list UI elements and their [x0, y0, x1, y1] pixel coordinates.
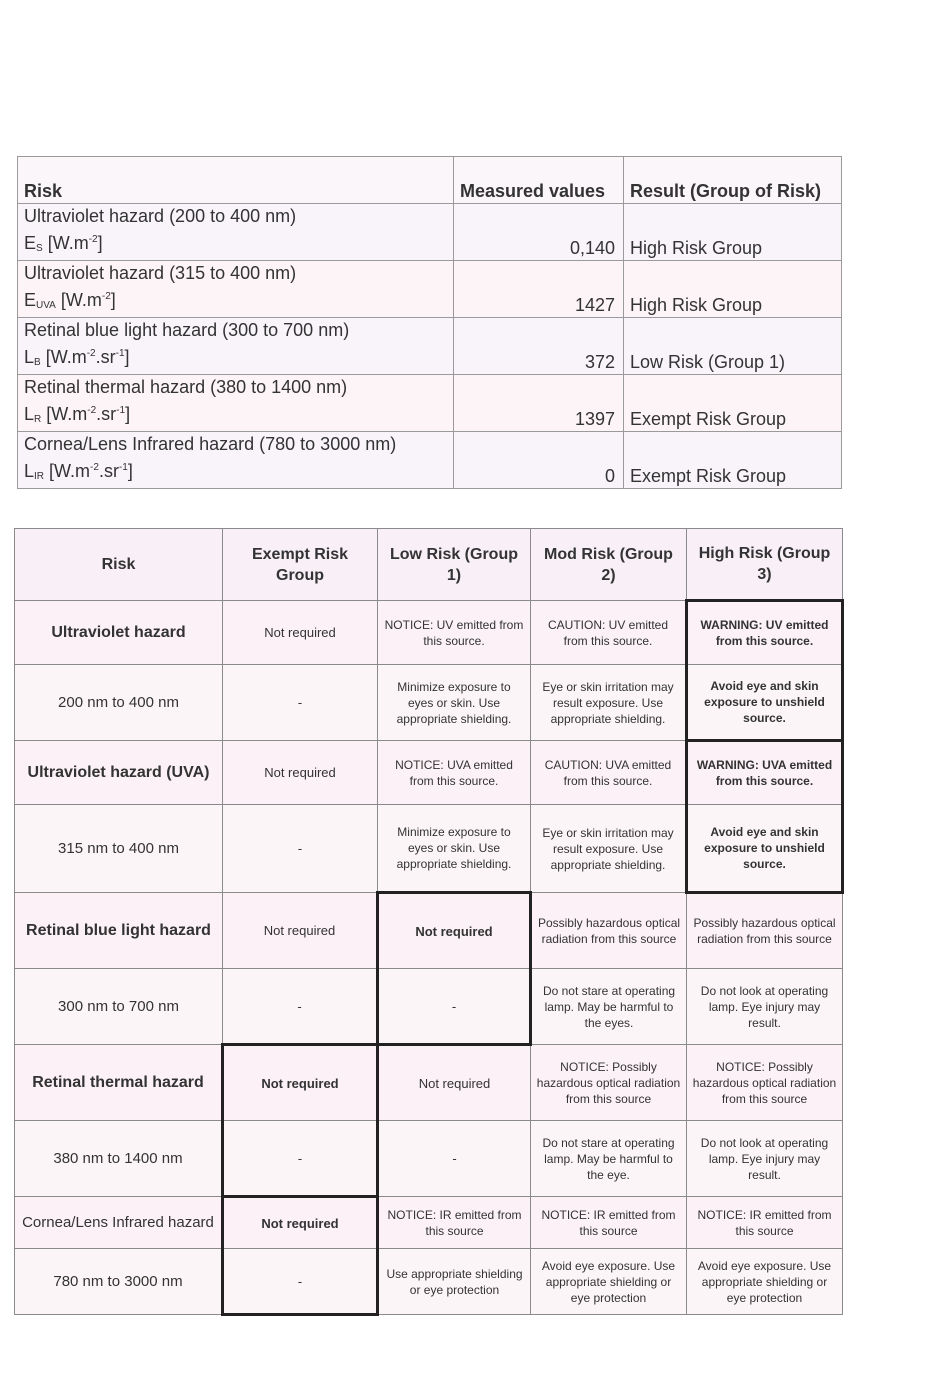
risk-cell	[18, 375, 454, 432]
table1-header-row	[18, 157, 842, 204]
table-row	[18, 318, 842, 375]
risk-cell	[18, 432, 454, 489]
header-low-risk: Low Risk (Group 1)	[378, 529, 531, 601]
risk-name: Retinal thermal hazard (380 to 1400 nm)	[24, 377, 348, 397]
table-row	[15, 741, 843, 805]
mod-risk-cell: Avoid eye exposure. Use appropriate shielding or eye protection	[531, 1249, 687, 1315]
risk-group-labeling-table	[14, 528, 844, 1316]
low-risk-cell: Minimize exposure to eyes or skin. Use appropriate shielding.	[378, 665, 531, 741]
low-risk-cell: -	[378, 1121, 531, 1197]
header-risk: Risk	[18, 157, 454, 204]
low-risk-cell: Use appropriate shielding or eye protection	[378, 1249, 531, 1315]
high-risk-cell: Do not look at operating lamp. Eye injury may result.	[687, 969, 843, 1045]
table-row	[15, 601, 843, 665]
mod-risk-cell: CAUTION: UV emitted from this source.	[531, 601, 687, 665]
measured-value: 372	[454, 318, 624, 375]
table-row	[15, 1197, 843, 1249]
exempt-cell: Not required	[223, 1197, 378, 1249]
high-risk-cell: Do not look at operating lamp. Eye injury may result.	[687, 1121, 843, 1197]
risk-name: Cornea/Lens Infrared hazard (780 to 3000 nm)	[24, 434, 397, 454]
mod-risk-cell: NOTICE: IR emitted from this source	[531, 1197, 687, 1249]
exempt-cell: -	[223, 665, 378, 741]
mod-risk-cell: CAUTION: UVA emitted from this source.	[531, 741, 687, 805]
mod-risk-cell: Eye or skin irritation may result exposure. Use appropriate shielding.	[531, 665, 687, 741]
header-risk: Risk	[15, 529, 223, 601]
measured-value: 1427	[454, 261, 624, 318]
measurement-results-table	[17, 156, 842, 489]
exempt-cell: -	[223, 969, 378, 1045]
exempt-cell: -	[223, 1249, 378, 1315]
low-risk-cell: NOTICE: UV emitted from this source.	[378, 601, 531, 665]
mod-risk-cell: Do not stare at operating lamp. May be harmful to the eye.	[531, 1121, 687, 1197]
header-high-risk: High Risk (Group 3)	[687, 529, 843, 601]
risk-name: Retinal blue light hazard	[15, 893, 223, 969]
table2-header-row	[15, 529, 843, 601]
measured-value: 0	[454, 432, 624, 489]
header-measured-values: Measured values	[454, 157, 624, 204]
table-row	[18, 375, 842, 432]
high-risk-cell: Avoid eye exposure. Use appropriate shielding or eye protection	[687, 1249, 843, 1315]
result-group: High Risk Group	[624, 204, 842, 261]
risk-name: Ultraviolet hazard (315 to 400 nm)	[24, 263, 297, 283]
result-group: Low Risk (Group 1)	[624, 318, 842, 375]
high-risk-cell: Avoid eye and skin exposure to unshield source.	[687, 805, 843, 893]
table-row	[15, 893, 843, 969]
header-mod-risk: Mod Risk (Group 2)	[531, 529, 687, 601]
risk-unit: $L_{IR}$ $[W.m^{-2}.sr^{-1}]$	[24, 461, 133, 482]
low-risk-cell: -	[378, 969, 531, 1045]
table-row	[18, 204, 842, 261]
exempt-cell: Not required	[223, 893, 378, 969]
table-row	[15, 1121, 843, 1197]
header-exempt-risk-group: Exempt Risk Group	[223, 529, 378, 601]
low-risk-cell: NOTICE: UVA emitted from this source.	[378, 741, 531, 805]
low-risk-cell: Not required	[378, 893, 531, 969]
risk-unit: $E_{UVA}$ $[W.m^{-2}]$	[24, 290, 116, 311]
risk-cell	[18, 204, 454, 261]
result-group: Exempt Risk Group	[624, 375, 842, 432]
risk-range: 380 nm to 1400 nm	[15, 1121, 223, 1197]
risk-unit: $L_B$ $[W.m^{-2}.sr^{-1}]$	[24, 347, 130, 368]
mod-risk-cell: NOTICE: Possibly hazardous optical radiation from this source	[531, 1045, 687, 1121]
table-row	[15, 1045, 843, 1121]
exempt-cell: Not required	[223, 1045, 378, 1121]
measured-value: 1397	[454, 375, 624, 432]
exempt-cell: -	[223, 805, 378, 893]
high-risk-cell: NOTICE: IR emitted from this source	[687, 1197, 843, 1249]
risk-range: 300 nm to 700 nm	[15, 969, 223, 1045]
risk-name: Ultraviolet hazard (UVA)	[15, 741, 223, 805]
table-row	[15, 665, 843, 741]
low-risk-cell: Minimize exposure to eyes or skin. Use appropriate shielding.	[378, 805, 531, 893]
risk-range: 200 nm to 400 nm	[15, 665, 223, 741]
exempt-cell: Not required	[223, 741, 378, 805]
high-risk-cell: Possibly hazardous optical radiation from this source	[687, 893, 843, 969]
exempt-cell: -	[223, 1121, 378, 1197]
table-row	[15, 969, 843, 1045]
high-risk-cell: NOTICE: Possibly hazardous optical radiation from this source	[687, 1045, 843, 1121]
header-result: Result (Group of Risk)	[624, 157, 842, 204]
high-risk-cell: WARNING: UVA emitted from this source.	[687, 741, 843, 805]
risk-range: 780 nm to 3000 nm	[15, 1249, 223, 1315]
risk-range: 315 nm to 400 nm	[15, 805, 223, 893]
high-risk-cell: Avoid eye and skin exposure to unshield source.	[687, 665, 843, 741]
risk-unit: $E_S$ $[W.m^{-2}]$	[24, 233, 103, 254]
risk-name: Retinal thermal hazard	[15, 1045, 223, 1121]
table-row	[15, 805, 843, 893]
low-risk-cell: NOTICE: IR emitted from this source	[378, 1197, 531, 1249]
high-risk-cell: WARNING: UV emitted from this source.	[687, 601, 843, 665]
risk-name: Retinal blue light hazard (300 to 700 nm)	[24, 320, 350, 340]
mod-risk-cell: Possibly hazardous optical radiation from this source	[531, 893, 687, 969]
exempt-cell: Not required	[223, 601, 378, 665]
risk-cell	[18, 318, 454, 375]
mod-risk-cell: Do not stare at operating lamp. May be harmful to the eyes.	[531, 969, 687, 1045]
measured-value: 0,140	[454, 204, 624, 261]
risk-name: Ultraviolet hazard	[15, 601, 223, 665]
mod-risk-cell: Eye or skin irritation may result exposure. Use appropriate shielding.	[531, 805, 687, 893]
low-risk-cell: Not required	[378, 1045, 531, 1121]
risk-cell	[18, 261, 454, 318]
result-group: Exempt Risk Group	[624, 432, 842, 489]
risk-name: Cornea/Lens Infrared hazard	[15, 1197, 223, 1249]
risk-name: Ultraviolet hazard (200 to 400 nm)	[24, 206, 297, 226]
result-group: High Risk Group	[624, 261, 842, 318]
table-row	[15, 1249, 843, 1315]
table-row	[18, 261, 842, 318]
table-row	[18, 432, 842, 489]
risk-unit: $L_R$ $[W.m^{-2}.sr^{-1}]$	[24, 404, 131, 425]
